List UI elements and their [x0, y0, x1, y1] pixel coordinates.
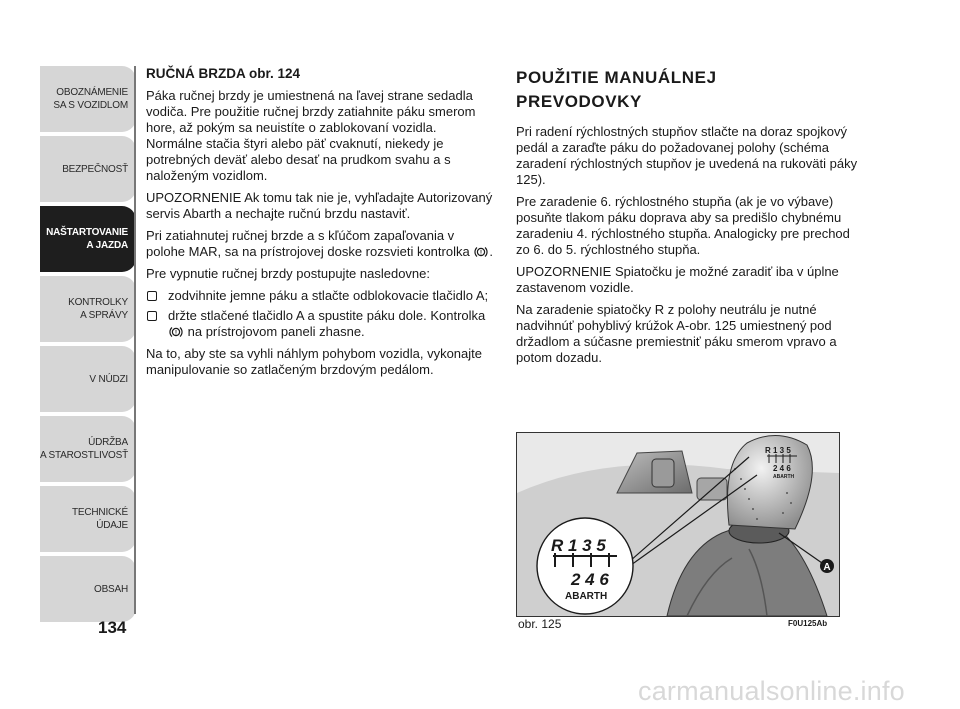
checkbox-bullet-icon	[147, 291, 157, 301]
paragraph-text: Pri zatiahnutej ručnej brzde a s kľúčom zapaľovania v polohe MAR, sa na prístrojovej doske rozsvieti kontrolka	[146, 228, 470, 259]
section-heading	[516, 66, 866, 114]
paragraph: Pri radení rýchlostných stupňov stlačte na doraz spojkový pedál a zaraďte páku do požadovanej polohy (schéma zaradení rýchlostných stupňov je uvedená na rukoväti páky 125).	[516, 124, 858, 187]
knob-pattern-top: R 1 3 5	[765, 446, 791, 455]
list-item-text: zodvihnite jemne páku a stlačte odblokovacie tlačidlo A;	[168, 288, 489, 303]
svg-text:!: !	[175, 330, 177, 337]
manual-gearbox-section	[516, 66, 866, 372]
section-title-text: RUČNÁ BRZDA	[146, 66, 246, 81]
page-number: 134	[98, 618, 127, 637]
tab-kontrolky[interactable]	[40, 276, 136, 342]
paragraph: Na to, aby ste sa vyhli náhlym pohybom vozidla, vykonajte manipulovanie so zatlačeným brzdovým pedálom.	[146, 346, 483, 377]
inset-pattern-top: R 1 3 5	[551, 536, 606, 555]
brake-warning-lamp-icon	[169, 326, 183, 338]
step-list	[146, 288, 494, 340]
tab-obsah[interactable]	[40, 556, 136, 622]
handbrake-section	[146, 66, 494, 384]
knob-brand: ABARTH	[773, 474, 795, 480]
figure-code: F0U125Ab	[788, 619, 828, 628]
checkbox-bullet-icon	[147, 311, 157, 321]
inset-pattern-bottom: 2 4 6	[571, 570, 609, 589]
paragraph: Pre zaradenie 6. rýchlostného stupňa (ak je vo výbave) posuňte tlakom páku doprava aby sa predišlo chybnému zaradeniu 4. rýchlostného stupňa. Analogicky pre prechod zo 6. do 5. rýchlostného stupňa.	[516, 194, 850, 257]
tab-label: V NÚDZI	[89, 373, 128, 385]
tab-udrzba[interactable]	[40, 416, 136, 482]
list-item-text: na prístrojovom paneli zhasne.	[187, 324, 365, 339]
sidebar-divider	[134, 66, 136, 614]
list-item	[146, 308, 494, 340]
tab-bezpecnost[interactable]	[40, 136, 136, 202]
section-title	[146, 66, 494, 82]
list-item-text: držte stlačené tlačidlo A a spustite páku dole. Kontrolka	[168, 308, 486, 323]
figure-reference: obr. 124	[249, 66, 301, 81]
inset-brand: ABARTH	[565, 591, 608, 602]
paragraph-text: .	[489, 244, 493, 259]
chapter-sidebar	[40, 66, 136, 626]
list-item	[146, 288, 494, 304]
tab-v-nudzi[interactable]	[40, 346, 136, 412]
tab-label: TECHNICKÉ ÚDAJE	[72, 507, 128, 531]
paragraph	[146, 228, 494, 260]
tab-label: OBOZNÁMENIE SA S VOZIDLOM	[53, 87, 128, 111]
paragraph: Páka ručnej brzdy je umiestnená na ľavej strane sedadla vodiča. Pre použitie ručnej brzdy zatiahnite páku smerom hore, až pokým sa neuistíte o zablokovaní vozidla. Normálne stačia štyri alebo päť cvaknutí, niekedy je potrebných deväť alebo desať na prudkom svahu a s naloženým vozidlom.	[146, 88, 476, 183]
heading-line: PREVODOVKY	[516, 92, 642, 111]
svg-text:!: !	[480, 250, 483, 257]
tab-oboznamenie[interactable]	[40, 66, 136, 132]
tab-label: KONTROLKY A SPRÁVY	[68, 297, 128, 321]
tab-nastartovanie-active[interactable]	[40, 206, 136, 272]
watermark: carmanualsonline.info	[638, 676, 905, 706]
figure-caption: obr. 125	[518, 617, 562, 631]
tab-label: NAŠTARTOVANIE A JAZDA	[46, 227, 128, 251]
knob-pattern-bottom: 2 4 6	[773, 464, 791, 473]
warning-paragraph: UPOZORNENIE Spiatočku je možné zaradiť iba v úplne zastavenom vozidle.	[516, 264, 839, 295]
warning-paragraph: UPOZORNENIE Ak tomu tak nie je, vyhľadajte Autorizovaný servis Abarth a nechajte ručnú brzdu nastaviť.	[146, 190, 493, 221]
paragraph: Pre vypnutie ručnej brzdy postupujte nasledovne:	[146, 266, 431, 281]
tab-technicke-udaje[interactable]	[40, 486, 136, 552]
tab-label: OBSAH	[93, 583, 128, 595]
brake-warning-lamp-icon	[474, 246, 488, 258]
callout-a-label: A	[823, 562, 831, 573]
paragraph: Na zaradenie spiatočky R z polohy neutrálu je nutné nadvihnúť pohyblivý krúžok A-obr. 125 umiestnený pod držadlom a súčasne premiestniť páku smerom vpravo a potom dozadu.	[516, 302, 837, 365]
heading-line: POUŽITIE MANUÁLNEJ	[516, 68, 717, 87]
gear-lever-figure	[516, 432, 840, 617]
tab-label: ÚDRŽBA A STAROSTLIVOSŤ	[40, 437, 128, 461]
tab-label: BEZPEČNOSŤ	[62, 163, 128, 175]
gear-lever-illustration	[517, 433, 839, 616]
